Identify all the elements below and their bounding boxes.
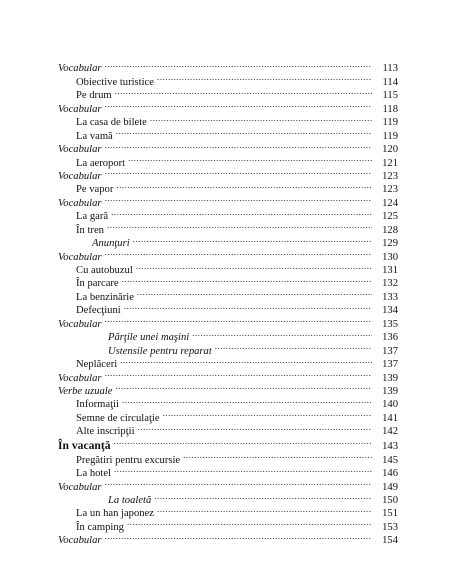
- toc-entry: [58, 490, 398, 506]
- toc-dot-leader: [192, 327, 372, 340]
- toc-entry-page: 121: [372, 157, 398, 170]
- toc-dot-leader: [137, 286, 372, 299]
- toc-entry-title: Vocabular: [58, 251, 105, 264]
- toc-dot-leader: [114, 434, 372, 449]
- toc-dot-leader: [136, 260, 372, 273]
- toc-dot-leader: [105, 139, 372, 152]
- toc-entry: [58, 112, 398, 129]
- toc-entry: [58, 381, 398, 397]
- toc-entry-title: Vocabular: [58, 103, 105, 116]
- toc-entry-title: În parcare: [58, 277, 122, 290]
- toc-entry-title: Anunţuri: [58, 237, 133, 250]
- toc-dot-leader: [120, 354, 372, 367]
- toc-entry-page: 134: [372, 304, 398, 317]
- toc-entry-title: La toaletă: [58, 494, 154, 507]
- toc-entry-page: 115: [372, 89, 398, 102]
- toc-entry: [58, 219, 398, 236]
- toc-entry-title: Pe drum: [58, 89, 115, 102]
- toc-entry-title: Vocabular: [58, 481, 105, 494]
- toc-dot-leader: [115, 85, 372, 98]
- toc-entry-title: În camping: [58, 521, 127, 534]
- toc-dot-leader: [114, 463, 372, 476]
- toc-dot-leader: [183, 449, 372, 462]
- toc-entry-page: 131: [372, 264, 398, 277]
- toc-entry-title: Vocabular: [58, 62, 105, 75]
- toc-dot-leader: [107, 219, 372, 232]
- toc-entry: [58, 98, 398, 115]
- toc-entry-page: 137: [372, 358, 398, 371]
- toc-dot-leader: [105, 530, 372, 543]
- toc-entry-page: 142: [372, 425, 398, 438]
- toc-entry-page: 118: [372, 103, 398, 116]
- toc-entry-title: Pe vapor: [58, 183, 116, 196]
- toc-entry-title: La gară: [58, 210, 111, 223]
- toc-entry-page: 120: [372, 143, 398, 156]
- toc-entry: [58, 152, 398, 169]
- toc-dot-leader: [128, 152, 372, 165]
- toc-entry-title: În vacanţă: [58, 438, 114, 453]
- toc-dot-leader: [124, 300, 372, 313]
- toc-entry: [58, 71, 398, 88]
- toc-entry-title: Vocabular: [58, 372, 105, 385]
- toc-entry-page: 114: [372, 76, 398, 89]
- toc-entry-title: La benzinărie: [58, 291, 137, 304]
- toc-dot-leader: [133, 233, 372, 246]
- toc-entry-title: Informaţii: [58, 398, 122, 411]
- toc-dot-leader: [127, 516, 372, 529]
- toc-entry-page: 154: [372, 534, 398, 547]
- toc-entry: [58, 166, 398, 182]
- toc-dot-leader: [215, 340, 372, 353]
- toc-dot-leader: [105, 98, 372, 111]
- toc-entry-page: 146: [372, 467, 398, 480]
- toc-entry-title: Cu autobuzul: [58, 264, 136, 277]
- toc-dot-leader: [116, 179, 372, 192]
- toc-entry-page: 132: [372, 277, 398, 290]
- toc-entry-page: 128: [372, 224, 398, 237]
- toc-entry-title: Alte inscripţii: [58, 425, 138, 438]
- toc-entry-title: La vamă: [58, 130, 116, 143]
- toc-entry: [58, 58, 398, 75]
- toc-entry-page: 145: [372, 454, 398, 467]
- toc-entry-page: 129: [372, 237, 398, 250]
- toc-entry-title: Verbe uzuale: [58, 385, 115, 398]
- toc-entry-page: 141: [372, 412, 398, 425]
- toc-dot-leader: [157, 71, 372, 84]
- toc-entry-title: Neplăceri: [58, 358, 120, 371]
- toc-entry-page: 150: [372, 494, 398, 507]
- toc-entry-title: Vocabular: [58, 318, 105, 331]
- toc-entry-title: La un han japonez: [58, 507, 157, 520]
- toc-dot-leader: [111, 206, 372, 219]
- toc-entry: [58, 192, 398, 209]
- toc-entry-page: 140: [372, 398, 398, 411]
- toc-entry-title: Vocabular: [58, 170, 105, 183]
- toc-entry-page: 137: [372, 345, 398, 358]
- toc-entry-title: Părţile unei maşini: [58, 331, 192, 344]
- toc-entry-page: 119: [372, 130, 398, 143]
- toc-entry-page: 123: [372, 170, 398, 183]
- toc-entry: [58, 260, 398, 276]
- toc-entry: [58, 367, 398, 384]
- toc-dot-leader: [105, 313, 372, 326]
- toc-entry-page: 130: [372, 251, 398, 264]
- toc-entry-title: Semne de circulaţie: [58, 412, 163, 425]
- toc-entry-page: 133: [372, 291, 398, 304]
- toc-entry-page: 119: [372, 116, 398, 129]
- toc-entry-title: Pregătiri pentru excursie: [58, 454, 183, 467]
- toc-entry-page: 153: [372, 521, 398, 534]
- toc-entry-title: Ustensile pentru reparat: [58, 345, 215, 358]
- toc-entry-title: În tren: [58, 224, 107, 237]
- toc-entry-page: 143: [372, 439, 398, 454]
- toc-entry-page: 136: [372, 331, 398, 344]
- toc-dot-leader: [122, 394, 372, 407]
- toc-dot-leader: [138, 421, 372, 434]
- toc-entry: [58, 530, 398, 547]
- toc-entry-page: 151: [372, 507, 398, 520]
- toc-entry-page: 125: [372, 210, 398, 223]
- toc-dot-leader: [105, 58, 372, 71]
- toc-entry-title: La casa de bilete: [58, 116, 150, 129]
- toc-entry: [58, 139, 398, 156]
- table-of-contents: [58, 58, 398, 547]
- toc-dot-leader: [116, 125, 372, 138]
- toc-entry-title: La aeroport: [58, 157, 128, 170]
- toc-entry-title: Vocabular: [58, 534, 105, 547]
- toc-entry-page: 139: [372, 372, 398, 385]
- toc-dot-leader: [157, 503, 372, 516]
- toc-entry: [58, 233, 398, 250]
- toc-entry: [58, 206, 398, 223]
- toc-entry: [58, 476, 398, 493]
- toc-entry-title: Vocabular: [58, 143, 105, 156]
- toc-dot-leader: [105, 246, 372, 259]
- toc-entry-title: Vocabular: [58, 197, 105, 210]
- toc-entry-page: 135: [372, 318, 398, 331]
- toc-entry-page: 113: [372, 62, 398, 75]
- toc-entry-title: La hotel: [58, 467, 114, 480]
- toc-entry-title: Defecţiuni: [58, 304, 124, 317]
- toc-dot-leader: [105, 166, 372, 179]
- toc-entry: [58, 313, 398, 330]
- toc-entry: [58, 327, 398, 344]
- toc-entry-title: Obiective turistice: [58, 76, 157, 89]
- toc-dot-leader: [150, 112, 372, 125]
- toc-entry-page: 123: [372, 183, 398, 196]
- toc-dot-leader: [122, 273, 372, 286]
- toc-dot-leader: [105, 367, 372, 380]
- toc-dot-leader: [163, 407, 372, 420]
- toc-dot-leader: [154, 490, 372, 503]
- toc-dot-leader: [105, 192, 372, 205]
- toc-entry-page: 124: [372, 197, 398, 210]
- toc-dot-leader: [115, 381, 372, 394]
- toc-dot-leader: [105, 476, 372, 489]
- toc-entry: [58, 246, 398, 263]
- toc-entry: [58, 179, 398, 196]
- toc-entry-page: 139: [372, 385, 398, 398]
- toc-entry-page: 149: [372, 481, 398, 494]
